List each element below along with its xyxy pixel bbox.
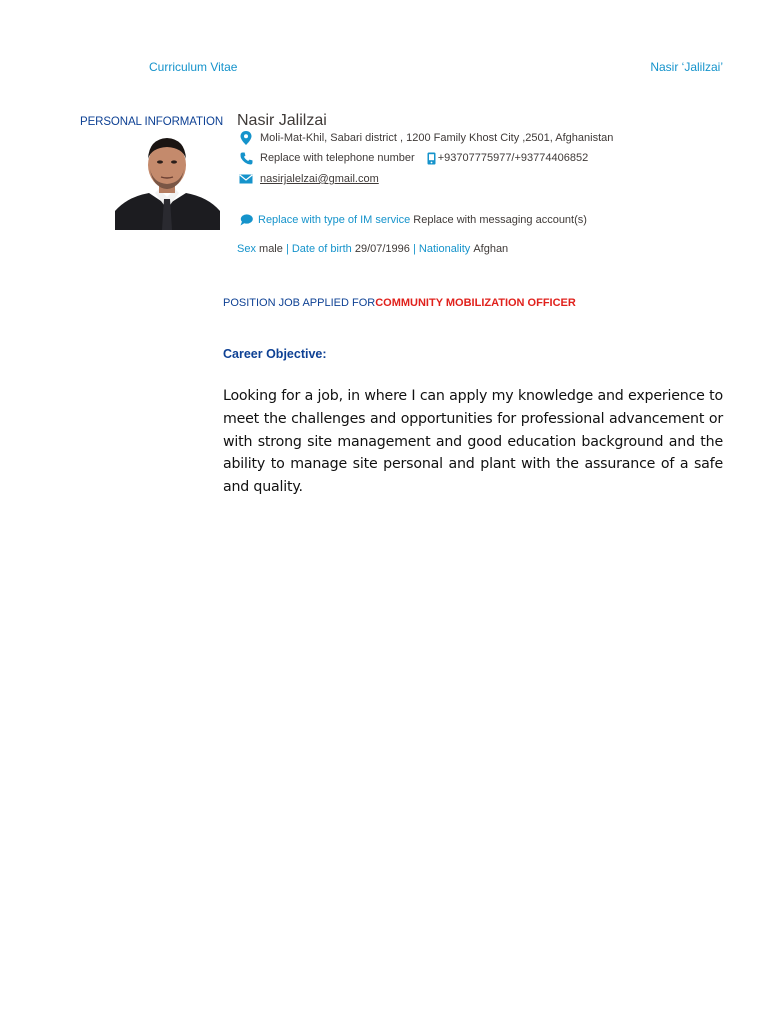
portrait-image — [115, 133, 220, 230]
email-link[interactable]: nasirjalelzai@gmail.com — [260, 173, 379, 185]
dob-value: 29/07/1996 — [354, 243, 410, 255]
career-objective-title: Career Objective: — [223, 347, 327, 361]
personal-information-label: PERSONAL INFORMATION — [80, 116, 224, 128]
chat-bubble-icon — [237, 212, 255, 228]
full-name: Nasir Jalilzai — [237, 112, 327, 129]
envelope-icon — [237, 171, 255, 187]
career-objective-text: Looking for a job, in where I can apply my knowledge and experience to meet the challenges and opportunities for professional advancement or with strong site management and good education background and the ability to manage site personal and plant with the assurance of a safe and quality. — [223, 388, 723, 496]
dob-label: Date of birth — [291, 243, 352, 255]
separator: | — [285, 243, 289, 255]
sex-value: male — [259, 243, 283, 255]
email-row — [237, 171, 379, 187]
mobile-number: +93707775977/+93774406852 — [437, 152, 589, 164]
profile-photo — [115, 133, 220, 230]
im-service-placeholder: Replace with type of IM service — [258, 214, 411, 226]
location-pin-icon — [237, 130, 255, 146]
address-text: Moli-Mat-Khil, Sabari district , 1200 Family Khost City ,2501, Afghanistan — [260, 132, 614, 144]
nationality-label: Nationality — [418, 243, 471, 255]
sex-label: Sex — [237, 243, 256, 255]
position-label: POSITION JOB APPLIED FOR — [223, 297, 376, 309]
telephone-row — [237, 150, 588, 166]
position-value: COMMUNITY MOBILIZATION OFFICER — [375, 297, 576, 309]
address-row — [237, 130, 613, 146]
telephone-placeholder: Replace with telephone number — [260, 152, 415, 164]
im-account-placeholder: Replace with messaging account(s) — [413, 214, 587, 226]
separator: | — [412, 243, 416, 255]
phone-icon — [237, 150, 255, 166]
cv-title: Curriculum Vitae — [149, 60, 238, 74]
im-row — [237, 212, 587, 228]
position-applied — [223, 297, 576, 309]
bio-row — [237, 241, 508, 257]
nationality-value: Afghan — [473, 243, 509, 255]
header-name: Nasir ‘Jalilzai’ — [650, 60, 723, 74]
mobile-phone-icon — [427, 152, 436, 165]
